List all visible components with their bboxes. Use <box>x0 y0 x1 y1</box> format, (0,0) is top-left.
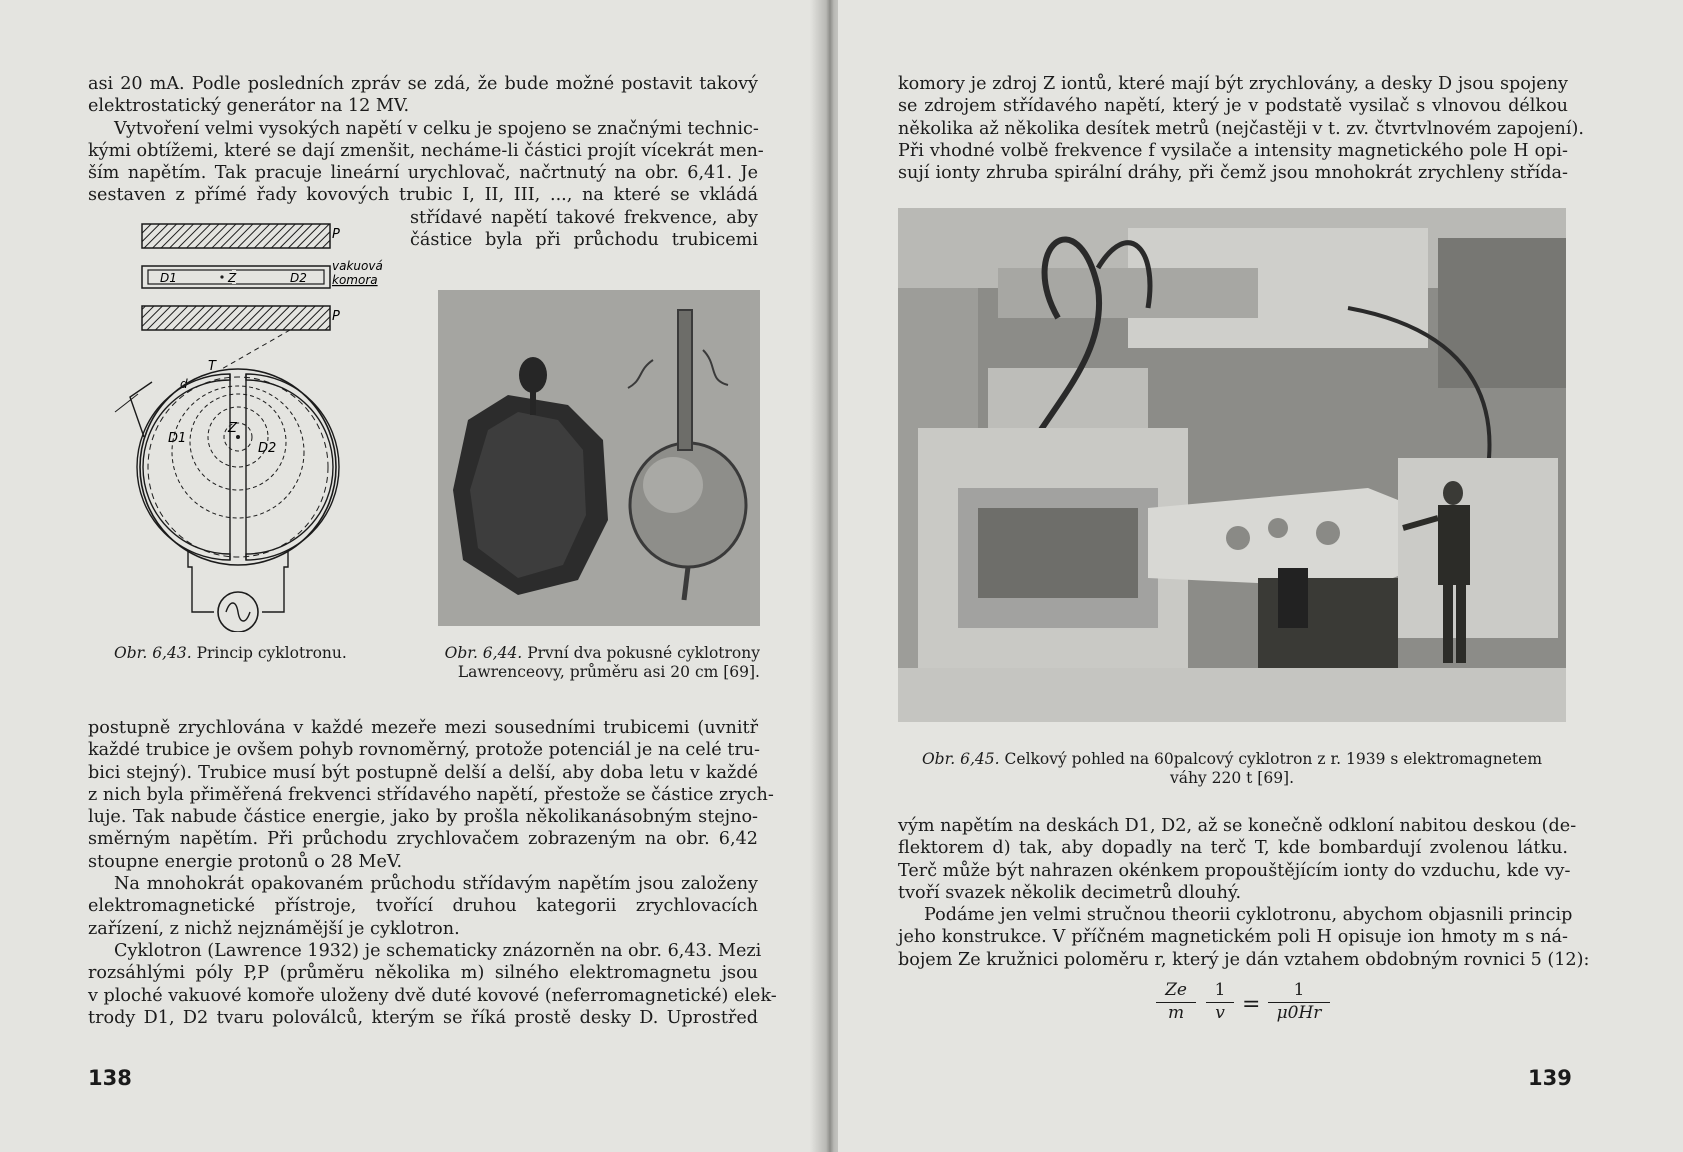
text-line: směrným napětím. Při průchodu zrychlovačem zobrazeným na obr. 6,42 <box>88 829 758 850</box>
fraction-ze-m <box>1156 980 1196 1023</box>
right-top-paragraph <box>898 73 1584 184</box>
text-line: elektrostatický generátor na 12 MV. <box>88 96 410 117</box>
left-side-paragraph <box>410 207 758 252</box>
fraction-denominator: μ0Hr <box>1276 1003 1322 1023</box>
right-body-paragraphs <box>898 815 1590 971</box>
text-line: střídavé napětí takové frekvence, aby <box>410 208 758 228</box>
equals-sign: = <box>1242 992 1261 1017</box>
z-label: Z <box>228 271 237 285</box>
text-line: v ploché vakuové komoře uloženy dvě duté kovové (neferromagnetické) elek- <box>88 985 777 1006</box>
text-line: postupně zrychlována v každé mezeře mezi sousedními trubicemi (uvnitř <box>88 718 758 738</box>
text-line: Vytvoření velmi vysokých napětí v celku je spojeno se značnými technic- <box>114 118 759 139</box>
text-line: zařízení, z nichž nejznámější je cyklotron. <box>88 918 460 939</box>
z-circle-label: Z <box>228 421 237 436</box>
pole-bottom-label: P <box>332 309 340 324</box>
vakuova-label: vakuová <box>332 259 383 273</box>
early-cyclotrons-illustration <box>438 290 760 626</box>
text-line: částice byla při průchodu trubicemi <box>410 230 758 251</box>
text-line: Na mnohokrát opakovaném průchodu střídavým napětím jsou založeny <box>114 874 758 895</box>
deflector-plate <box>130 382 152 437</box>
text-line: komory je zdroj Z iontů, které mají být zrychlovány, a desky D jsou spojeny <box>898 74 1568 94</box>
d2-label: D2 <box>290 271 307 285</box>
text-line: rozsáhlými póly P,P (průměru několika m) silného elektromagnetu jsou <box>88 963 758 984</box>
text-line: Terč může být nahrazen okénkem propouštějícím ionty do vzduchu, kde vy- <box>898 860 1571 881</box>
text-line: vým napětím na deskách D1, D2, až se konečně odkloní nabitou deskou (de- <box>898 816 1577 836</box>
pole-top <box>142 224 330 248</box>
target-label: T <box>208 359 216 374</box>
text-line: elektromagnetické přístroje, tvořící druhou kategorii zrychlovacích <box>88 896 758 917</box>
fraction-denominator: v <box>1215 1003 1225 1023</box>
text-line: několika až několika desítek metrů (nejčastěji v t. zv. čtvrtvlnovém zapojení). <box>898 118 1584 139</box>
text-line: sují ionty zhruba spirální dráhy, při čemž jsou mnohokrát zrychleny střída- <box>898 163 1568 184</box>
fraction-1-v <box>1206 980 1234 1023</box>
caption-fig-6-43 <box>114 644 394 663</box>
fraction-numerator: 1 <box>1268 980 1330 1003</box>
left-top-paragraph <box>88 73 764 207</box>
text-line: stoupne energie protonů o 28 MeV. <box>88 851 403 872</box>
text-line: kými obtížemi, které se dají zmenšit, necháme-li částici projít vícekrát men- <box>88 140 764 161</box>
caption-text: Lawrenceovy, průměru asi 20 cm [69]. <box>457 663 760 681</box>
text-line: flektorem d) tak, aby dopadly na terč T, kde bombardují zvolenou látku. <box>898 838 1568 859</box>
caption-fig-6-44 <box>438 644 760 682</box>
fraction-denominator: m <box>1167 1003 1185 1023</box>
deflector-label: d <box>180 377 188 391</box>
cyclotron-60-inch-photo <box>898 208 1566 722</box>
cyclotron-diagram <box>110 222 400 632</box>
d1-label: D1 <box>160 271 177 285</box>
caption-text: První dva pokusné cyklotrony <box>527 644 760 662</box>
equation <box>838 980 1683 1030</box>
outer-chamber-circle <box>140 369 336 565</box>
page-number-right: 139 <box>1528 1066 1572 1090</box>
left-page <box>0 0 825 1152</box>
text-line: se zdrojem střídavého napětí, který je v podstatě vysilač s vlnovou délkou <box>898 96 1568 117</box>
right-page <box>838 0 1683 1152</box>
text-line: bici stejný). Trubice musí být postupně delší a delší, aby doba letu v každé <box>88 762 758 783</box>
fraction-1-mu0hr <box>1268 980 1330 1023</box>
caption-text: Princip cyklotronu. <box>196 644 347 662</box>
pole-bottom <box>142 306 330 330</box>
caption-number: Obr. 6,45. <box>921 750 1000 768</box>
left-body-paragraphs <box>88 717 777 1029</box>
text-line: Podáme jen velmi stručnou theorii cyklotronu, abychom objasnili princip <box>924 905 1573 926</box>
caption-number: Obr. 6,43. <box>114 644 192 662</box>
text-line: sestaven z přímé řady kovových trubic I, II, III, ..., na které se vkládá <box>88 185 758 206</box>
text-line: asi 20 mA. Podle posledních zpráv se zdá, že bude možné postavit takový <box>88 74 758 94</box>
text-line: luje. Tak nabude částice energie, jako by prošla několikanásobným stejno- <box>88 807 758 828</box>
dee-left <box>137 374 230 560</box>
dee-right <box>246 374 339 560</box>
caption-text: Celkový pohled na 60palcový cyklotron z r. 1939 s elektromagnetem <box>1004 750 1543 768</box>
fraction-numerator: Ze <box>1156 980 1196 1003</box>
caption-number: Obr. 6,44. <box>444 644 523 662</box>
d1-circle-label: D1 <box>168 431 187 446</box>
pole-top-label: P <box>332 227 340 242</box>
page-number-left: 138 <box>88 1066 132 1090</box>
early-cyclotrons-photo <box>438 290 760 626</box>
d2-circle-label: D2 <box>258 441 277 456</box>
caption-text: váhy 220 t [69]. <box>1169 769 1295 787</box>
text-line: trody D1, D2 tvaru poloválců, kterým se říká prostě desky D. Uprostřed <box>88 1007 758 1028</box>
text-line: jeho konstrukce. V příčném magnetickém poli H opisuje ion hmoty m s ná- <box>898 927 1568 948</box>
cyclotron-60-inch-illustration <box>898 208 1566 722</box>
text-line: Cyklotron (Lawrence 1932) je schematicky znázorněn na obr. 6,43. Mezi <box>114 940 762 961</box>
text-line: ším napětím. Tak pracuje lineární urychlovač, načrtnutý na obr. 6,41. Je <box>88 163 758 184</box>
caption-fig-6-45 <box>898 750 1566 788</box>
text-line: z nich byla přiměřená frekvenci střídavého napětí, přestože se částice zrych- <box>88 784 774 805</box>
text-line: Při vhodné volbě frekvence f vysilače a intensity magnetického pole H opi- <box>898 140 1568 161</box>
text-line: každé trubice je ovšem pohyb rovnoměrný, protože potenciál je na celé tru- <box>88 740 761 761</box>
text-line: bojem Ze kružnici poloměru r, který je dán vztahem obdobným rovnici 5 (12): <box>898 949 1590 970</box>
fraction-numerator: 1 <box>1206 980 1234 1003</box>
text-line: tvoří svazek několik decimetrů dlouhý. <box>898 882 1242 903</box>
komora-label: komora <box>332 273 378 287</box>
